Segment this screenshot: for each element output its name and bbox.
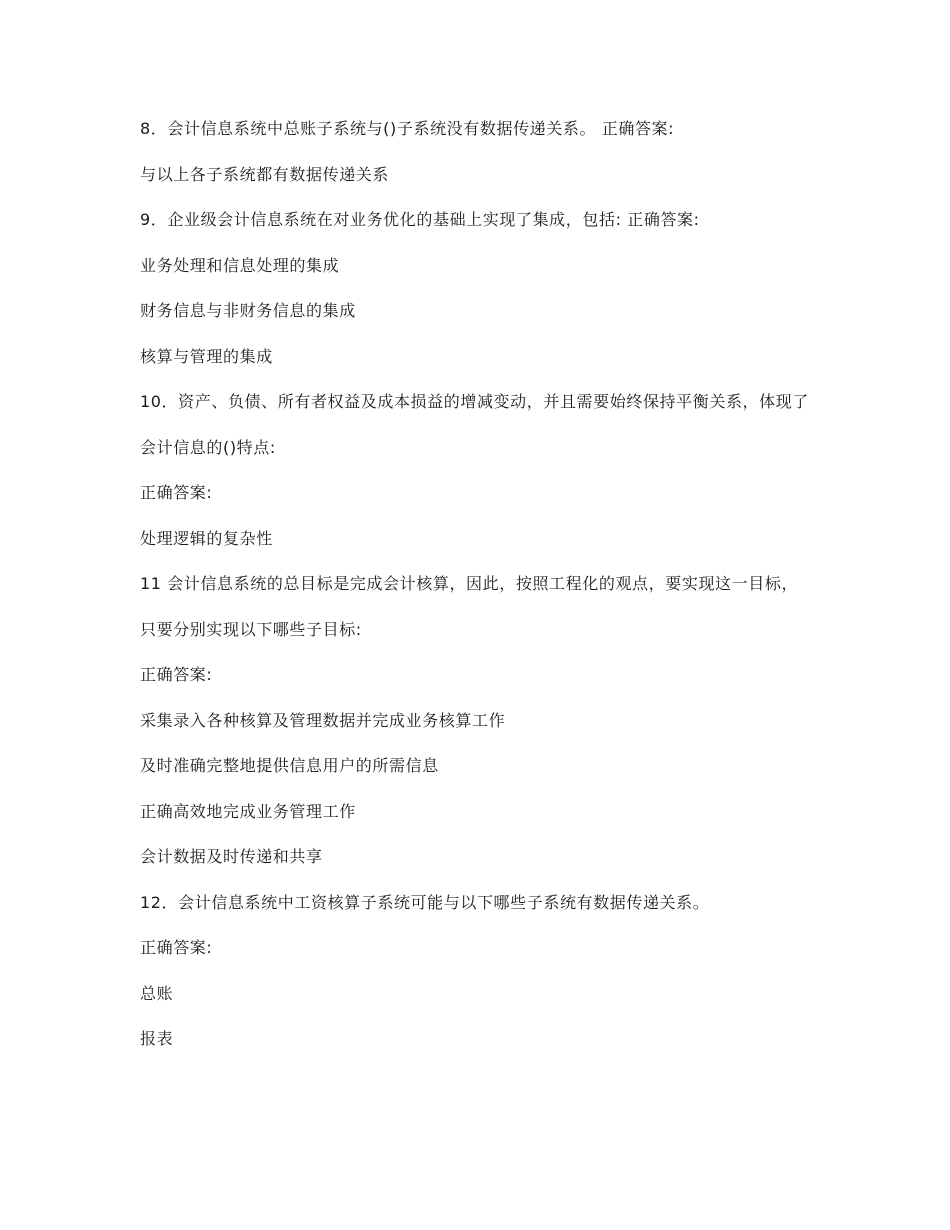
question-10-text: 10．资产、负债、所有者权益及成本损益的增减变动，并且需要始终保持平衡关系，体现了 <box>140 392 809 411</box>
answer-9-option-3: 核算与管理的集成 <box>140 346 273 366</box>
document-page <box>140 116 830 1072</box>
answer-12-option-2: 报表 <box>140 1029 174 1048</box>
question-11-text-continued: 只要分别实现以下哪些子目标: <box>140 619 362 639</box>
answer-11-option-4: 会计数据及时传递和共享 <box>140 847 323 866</box>
question-10-text-continued: 会计信息的()特点: <box>140 437 276 457</box>
question-12-text: 12．会计信息系统中工资核算子系统可能与以下哪些子系统有数据传递关系。 <box>140 892 710 912</box>
answer-8-option: 与以上各子系统都有数据传递关系 <box>140 164 390 184</box>
answer-11-label: 正确答案: <box>140 665 213 684</box>
answer-9-option-1: 业务处理和信息处理的集成 <box>140 255 340 275</box>
answer-12-label: 正确答案: <box>140 938 213 957</box>
answer-10-option: 处理逻辑的复杂性 <box>140 528 273 548</box>
question-8-text: 8．会计信息系统中总账子系统与()子系统没有数据传递关系。 正确答案: <box>140 119 675 138</box>
question-11-text: 11 会计信息系统的总目标是完成会计核算，因此，按照工程化的观点，要实现这一目标， <box>140 574 799 593</box>
answer-11-option-3: 正确高效地完成业务管理工作 <box>140 801 356 821</box>
question-9-text: 9．企业级会计信息系统在对业务优化的基础上实现了集成，包括: 正确答案: <box>140 210 700 229</box>
answer-11-option-1: 采集录入各种核算及管理数据并完成业务核算工作 <box>140 710 506 730</box>
answer-10-label: 正确答案: <box>140 483 213 502</box>
answer-9-option-2: 财务信息与非财务信息的集成 <box>140 301 356 320</box>
answer-11-option-2: 及时准确完整地提供信息用户的所需信息 <box>140 756 439 775</box>
answer-12-option-1: 总账 <box>140 983 174 1003</box>
